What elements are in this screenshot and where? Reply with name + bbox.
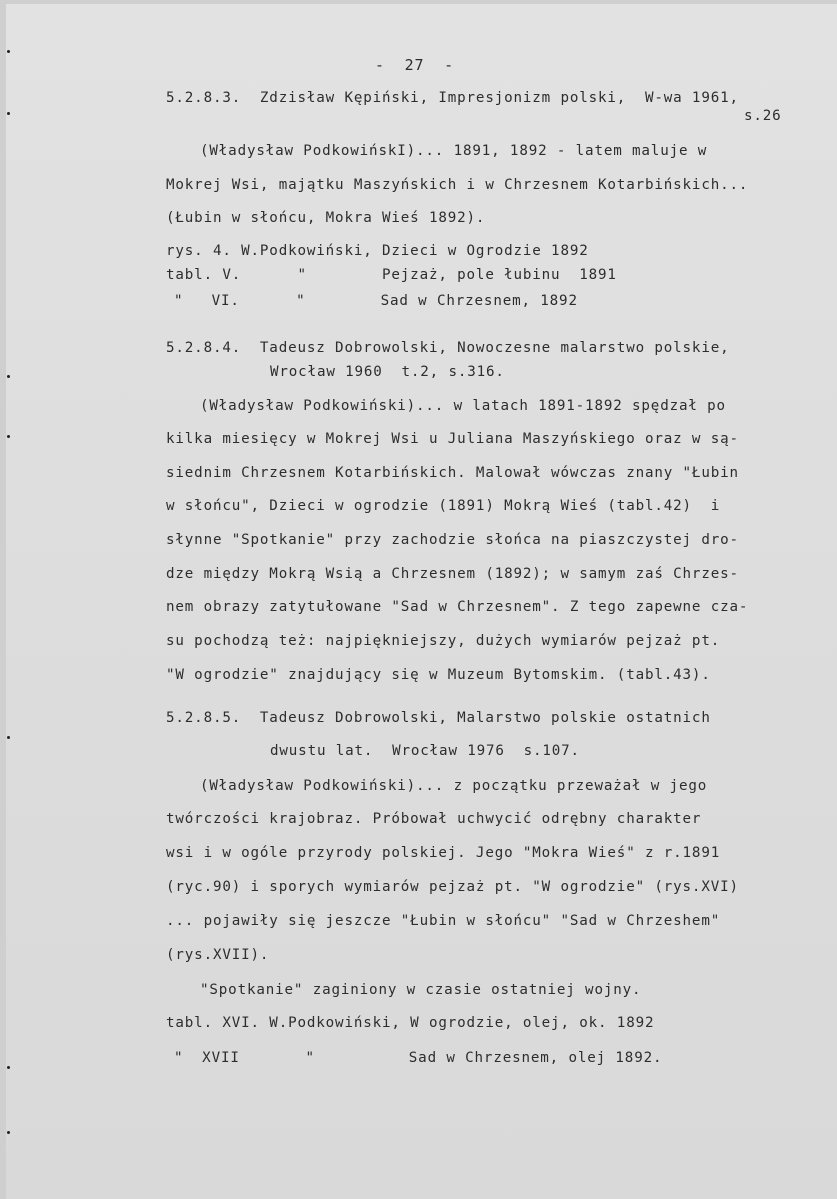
text-line: " VI. " Sad w Chrzesnem, 1892 [174, 293, 578, 309]
text-line: (Łubin w słońcu, Mokra Wieś 1892). [166, 210, 486, 226]
text-line: w słońcu", Dzieci w ogrodzie (1891) Mokrą Wieś (tabl.42) i [166, 498, 721, 514]
text-line: (ryc.90) i sporych wymiarów pejzaż pt. "W ogrodzie" (rys.XVI) [166, 879, 739, 895]
text-line: Wrocław 1960 t.2, s.316. [270, 364, 505, 380]
text-line: "Spotkanie" zaginiony w czasie ostatniej wojny. [200, 982, 642, 998]
page-top-edge [0, 0, 837, 4]
text-line: Mokrej Wsi, majątku Maszyńskich i w Chrzesnem Kotarbińskich... [166, 177, 749, 193]
text-line: nem obrazy zatytułowane "Sad w Chrzesnem". Z tego zapewne cza- [166, 599, 749, 615]
text-line: "W ogrodzie" znajdujący się w Muzeum Bytomskim. (tabl.43). [166, 667, 711, 683]
page-number: - 27 - [375, 56, 455, 74]
citation-5-2-8-3: 5.2.8.3. Zdzisław Kępiński, Impresjonizm polski, W-wa 1961, [166, 90, 739, 106]
text-line: słynne "Spotkanie" przy zachodzie słońca na piaszczystej dro- [166, 532, 739, 548]
text-line: (Władysław PodkowińskI)... 1891, 1892 - latem maluje w [200, 143, 708, 159]
binding-hole-mark [7, 435, 10, 438]
text-line: s.26 [744, 108, 782, 124]
binding-hole-mark [7, 112, 10, 115]
text-line: twórczości krajobraz. Próbował uchwycić odrębny charakter [166, 811, 702, 827]
text-line: dze między Mokrą Wsią a Chrzesnem (1892); w samym zaś Chrzes- [166, 566, 739, 582]
text-line: (Władysław Podkowiński)... w latach 1891-1892 spędzał po [200, 398, 726, 414]
citation-5-2-8-5: 5.2.8.5. Tadeusz Dobrowolski, Malarstwo polskie ostatnich [166, 710, 711, 726]
text-line: rys. 4. W.Podkowiński, Dzieci w Ogrodzie 1892 [166, 243, 589, 259]
text-line: (Władysław Podkowiński)... z początku przeważał w jego [200, 778, 708, 794]
text-line: kilka miesięcy w Mokrej Wsi u Juliana Maszyńskiego oraz w są- [166, 431, 739, 447]
binding-hole-mark [7, 1066, 10, 1069]
text-line: (rys.XVII). [166, 947, 270, 963]
text-line: wsi i w ogóle przyrody polskiej. Jego "Mokra Wieś" z r.1891 [166, 845, 721, 861]
citation-5-2-8-4: 5.2.8.4. Tadeusz Dobrowolski, Nowoczesne malarstwo polskie, [166, 340, 730, 356]
binding-hole-mark [7, 50, 10, 53]
text-line: su pochodzą też: najpiękniejszy, dużych wymiarów pejzaż pt. [166, 633, 721, 649]
text-line: siednim Chrzesnem Kotarbińskich. Malował wówczas znany "Łubin [166, 465, 739, 481]
text-line: tabl. V. " Pejzaż, pole łubinu 1891 [166, 267, 617, 283]
binding-hole-mark [7, 375, 10, 378]
text-line: dwustu lat. Wrocław 1976 s.107. [270, 743, 580, 759]
text-line: tabl. XVI. W.Podkowiński, W ogrodzie, olej, ok. 1892 [166, 1015, 655, 1031]
text-line: " XVII " Sad w Chrzesnem, olej 1892. [174, 1050, 663, 1066]
text-line: ... pojawiły się jeszcze "Łubin w słońcu" "Sad w Chrzeshem" [166, 913, 721, 929]
page-left-edge [0, 0, 6, 1199]
binding-hole-mark [7, 736, 10, 739]
binding-hole-mark [7, 1131, 10, 1134]
